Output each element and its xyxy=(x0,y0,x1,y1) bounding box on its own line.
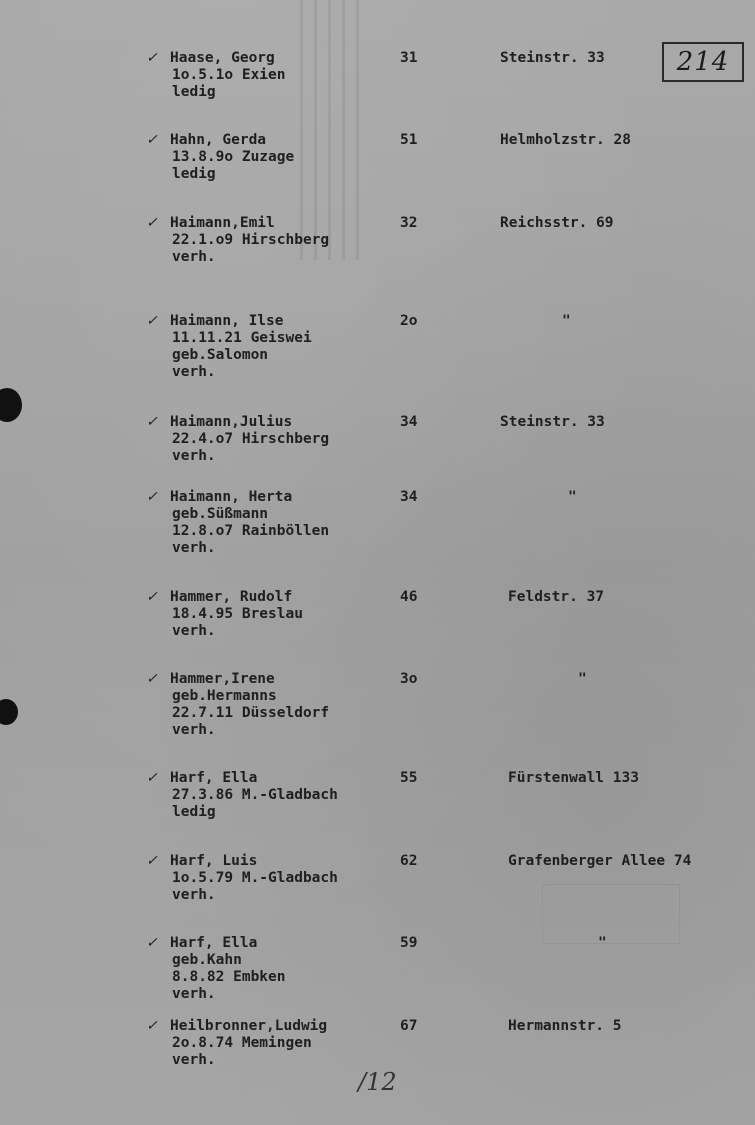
address: Reichsstr. 69 xyxy=(500,215,614,231)
marital-status: verh. xyxy=(172,887,216,903)
check-mark-icon: ✓ xyxy=(146,414,158,430)
address-ditto: " xyxy=(598,935,607,951)
person-name: Haimann, Herta xyxy=(170,489,293,505)
address: Grafenberger Allee 74 xyxy=(508,853,692,869)
person-name: Haimann,Julius xyxy=(170,414,293,430)
check-mark-icon: ✓ xyxy=(146,589,158,605)
address: Feldstr. 37 xyxy=(508,589,605,605)
marital-status: verh. xyxy=(172,540,216,556)
birth-info: 12.8.o7 Rainböllen xyxy=(172,523,330,539)
person-name: Haase, Georg xyxy=(170,50,275,66)
marital-status: verh. xyxy=(172,623,216,639)
marital-status: ledig xyxy=(172,166,216,182)
marital-status: verh. xyxy=(172,722,216,738)
sheet-number-box: 214 xyxy=(662,42,744,82)
birth-info: 11.11.21 Geiswei xyxy=(172,330,312,346)
maiden-name: geb.Salomon xyxy=(172,347,269,363)
address: Fürstenwall 133 xyxy=(508,770,639,786)
birth-info: 22.7.11 Düsseldorf xyxy=(172,705,330,721)
address: Hermannstr. 5 xyxy=(508,1018,622,1034)
maiden-name: geb.Hermanns xyxy=(172,688,277,704)
check-mark-icon: ✓ xyxy=(146,935,158,951)
maiden-name: geb.Süßmann xyxy=(172,506,269,522)
person-name: Hammer,Irene xyxy=(170,671,275,687)
marital-status: verh. xyxy=(172,1052,216,1068)
check-mark-icon: ✓ xyxy=(146,489,158,505)
birth-info: 22.1.o9 Hirschberg xyxy=(172,232,330,248)
person-name: Haimann, Ilse xyxy=(170,313,284,329)
person-details xyxy=(160,589,390,640)
age: 34 xyxy=(400,489,418,505)
address: Steinstr. 33 xyxy=(500,414,605,430)
birth-info: 27.3.86 M.-Gladbach xyxy=(172,787,338,803)
person-details xyxy=(160,414,390,465)
age: 59 xyxy=(400,935,418,951)
person-name: Harf, Ella xyxy=(170,935,258,951)
check-mark-icon: ✓ xyxy=(146,671,158,687)
person-details xyxy=(160,215,390,266)
birth-info: 13.8.9o Zuzage xyxy=(172,149,295,165)
person-details xyxy=(160,132,390,183)
address-ditto: " xyxy=(578,671,587,687)
age: 51 xyxy=(400,132,418,148)
age: 67 xyxy=(400,1018,418,1034)
marital-status: ledig xyxy=(172,804,216,820)
check-mark-icon: ✓ xyxy=(146,50,158,66)
age: 31 xyxy=(400,50,418,66)
check-mark-icon: ✓ xyxy=(146,1018,158,1034)
marital-status: verh. xyxy=(172,986,216,1002)
check-mark-icon: ✓ xyxy=(146,215,158,231)
person-name: Hahn, Gerda xyxy=(170,132,267,148)
marital-status: ledig xyxy=(172,84,216,100)
check-mark-icon: ✓ xyxy=(146,770,158,786)
punch-hole xyxy=(0,699,18,725)
person-details xyxy=(160,770,390,821)
address-ditto: " xyxy=(568,489,577,505)
age: 32 xyxy=(400,215,418,231)
marital-status: verh. xyxy=(172,448,216,464)
marital-status: verh. xyxy=(172,249,216,265)
age: 2o xyxy=(400,313,418,329)
age: 3o xyxy=(400,671,418,687)
birth-info: 2o.8.74 Memingen xyxy=(172,1035,312,1051)
person-name: Heilbronner,Ludwig xyxy=(170,1018,328,1034)
birth-info: 1o.5.79 M.-Gladbach xyxy=(172,870,338,886)
person-name: Harf, Luis xyxy=(170,853,258,869)
person-details xyxy=(160,671,390,739)
birth-info: 8.8.82 Embken xyxy=(172,969,286,985)
person-details xyxy=(160,489,390,557)
punch-hole xyxy=(0,388,22,422)
handwritten-page-mark: /12 xyxy=(358,1068,397,1096)
address-ditto: " xyxy=(562,313,571,329)
faded-stamp xyxy=(542,884,680,944)
age: 55 xyxy=(400,770,418,786)
person-details xyxy=(160,50,390,101)
address: Steinstr. 33 xyxy=(500,50,605,66)
person-details xyxy=(160,1018,390,1069)
person-name: Harf, Ella xyxy=(170,770,258,786)
person-details xyxy=(160,853,390,904)
person-details xyxy=(160,935,390,1003)
address: Helmholzstr. 28 xyxy=(500,132,631,148)
check-mark-icon: ✓ xyxy=(146,853,158,869)
person-name: Haimann,Emil xyxy=(170,215,275,231)
person-name: Hammer, Rudolf xyxy=(170,589,293,605)
marital-status: verh. xyxy=(172,364,216,380)
person-details xyxy=(160,313,390,381)
birth-info: 18.4.95 Breslau xyxy=(172,606,303,622)
age: 62 xyxy=(400,853,418,869)
maiden-name: geb.Kahn xyxy=(172,952,242,968)
check-mark-icon: ✓ xyxy=(146,132,158,148)
age: 46 xyxy=(400,589,418,605)
birth-info: 1o.5.1o Exien xyxy=(172,67,286,83)
age: 34 xyxy=(400,414,418,430)
check-mark-icon: ✓ xyxy=(146,313,158,329)
birth-info: 22.4.o7 Hirschberg xyxy=(172,431,330,447)
